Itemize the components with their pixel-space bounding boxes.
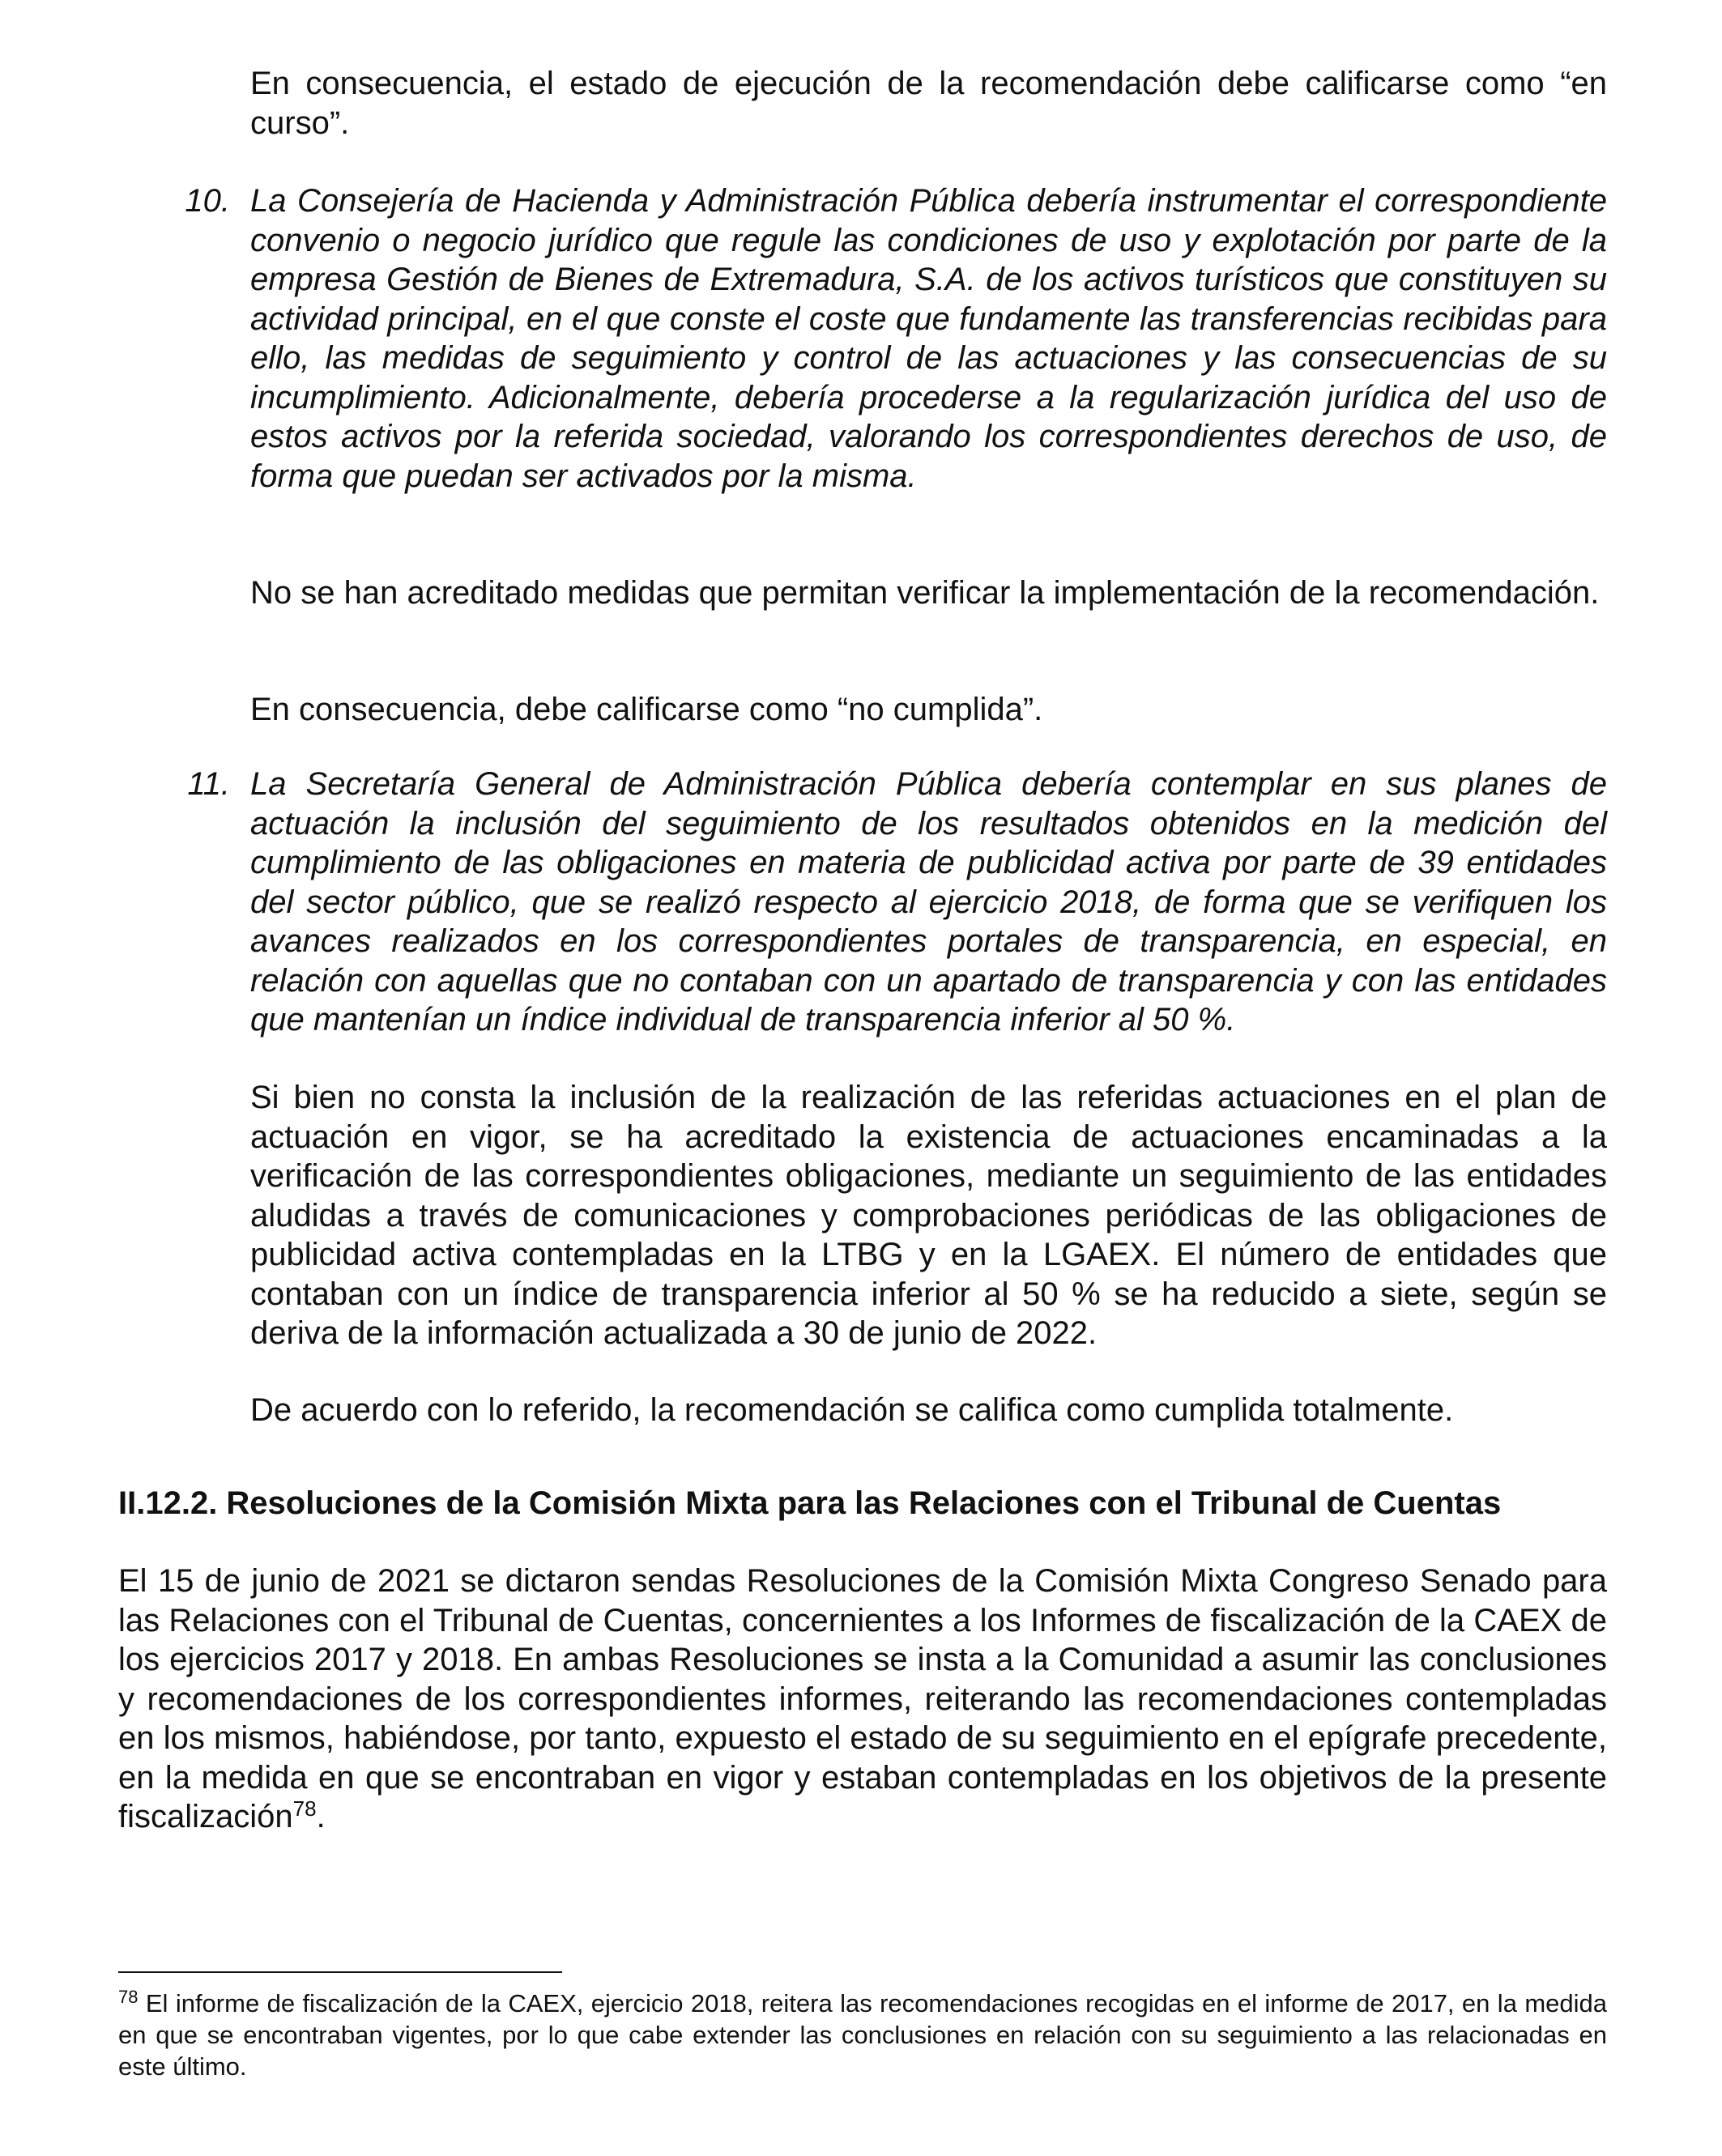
section-body-text: El 15 de junio de 2021 se dictaron sendas Resoluciones de la Comisión Mixta Congreso Senado para las Relaciones con el Tribunal de Cuentas, concernientes a los Informes de fiscalización de la CAEX de los ejercicios 2017 y 2018. En ambas Resoluciones se insta a la Comunidad a asumir las conclusiones y recomendaciones de los correspondientes informes, reiterando las recomendaciones contempladas en los mismos, habiéndose, por tanto, expuesto el estado de su seguimiento en el epígrafe precedente, en la medida en que se encontraban en vigor y estaban contempladas en los objetivos de la presente fiscalización bbox=[118, 1563, 1607, 1834]
footnote-text: El informe de fiscalización de la CAEX, ejercicio 2018, reitera las recomendaciones recogidas en el informe de 2017, en la medida en que se encontraban vigentes, por lo que cabe extender las conclusiones en relación con su seguimiento a las relacionadas en este último. bbox=[118, 1989, 1607, 2081]
section-body-end: . bbox=[316, 1799, 326, 1834]
recommendation-11-text: La Secretaría General de Administración Pública debería contemplar en sus planes de actuación la inclusión del seguimiento de los resultados obtenidos en la medición del cumplimiento de las obligaciones en materia de publicidad activa por parte de 39 entidades del sector público, que se realizó respecto al ejercicio 2018, de forma que se verifiquen los avances realizados en los correspondientes portales de transparencia, en especial, en relación con aquellas que no contaban con un apartado de transparencia y con las entidades que mantenían un índice individual de transparencia inferior al 50 %. bbox=[250, 766, 1607, 1038]
recommendation-10-text: La Consejería de Hacienda y Administración Pública debería instrumentar el correspondiente convenio o negocio jurídico que regule las condiciones de uso y explotación por parte de la empresa Gestión de Bienes de Extremadura, S.A. de los activos turísticos que constituyen su actividad principal, en el que conste el coste que fundamente las transferencias recibidas para ello, las medidas de seguimiento y control de las actuaciones y las consecuencias de su incumplimiento. Adicionalmente, debería procederse a la regularización jurídica del uso de estos activos por la referida sociedad, valorando los correspondientes derechos de uso, de forma que puedan ser activados por la misma. bbox=[250, 183, 1607, 494]
footnote-divider bbox=[118, 1971, 562, 1973]
section-body-paragraph bbox=[118, 1562, 1607, 1837]
footnote-reference: 78 bbox=[292, 1796, 317, 1821]
recommendation-11-conclusion: De acuerdo con lo referido, la recomendación se califica como cumplida totalmente. bbox=[250, 1392, 1454, 1428]
recommendation-11-assessment: Si bien no consta la inclusión de la realización de las referidas actuaciones en el plan de actuación en vigor, se ha acreditado la existencia de actuaciones encaminadas a la verificación de las correspondientes obligaciones, mediante un seguimiento de las entidades aludidas a través de comunicaciones y comprobaciones periódicas de las obligaciones de publicidad activa contempladas en la LTBG y en la LGAEX. El número de entidades que contaban con un índice de transparencia inferior al 50 % se ha reducido a siete, según se deriva de la información actualizada a 30 de junio de 2022. bbox=[250, 1080, 1607, 1351]
intro-paragraph: En consecuencia, el estado de ejecución de la recomendación debe calificarse como “en curso”. bbox=[250, 66, 1607, 141]
recommendation-10-conclusion: En consecuencia, debe calificarse como “no cumplida”. bbox=[250, 692, 1043, 727]
recommendation-10-assessment: No se han acreditado medidas que permitan verificar la implementación de la recomendación. bbox=[250, 575, 1600, 611]
item-10-number: 10. bbox=[185, 183, 230, 219]
footnote bbox=[118, 1988, 1607, 2082]
section-heading: II.12.2. Resoluciones de la Comisión Mixta para las Relaciones con el Tribunal de Cuentas bbox=[118, 1485, 1502, 1521]
footnote-marker: 78 bbox=[118, 1987, 139, 2007]
item-11-number: 11. bbox=[187, 766, 230, 802]
